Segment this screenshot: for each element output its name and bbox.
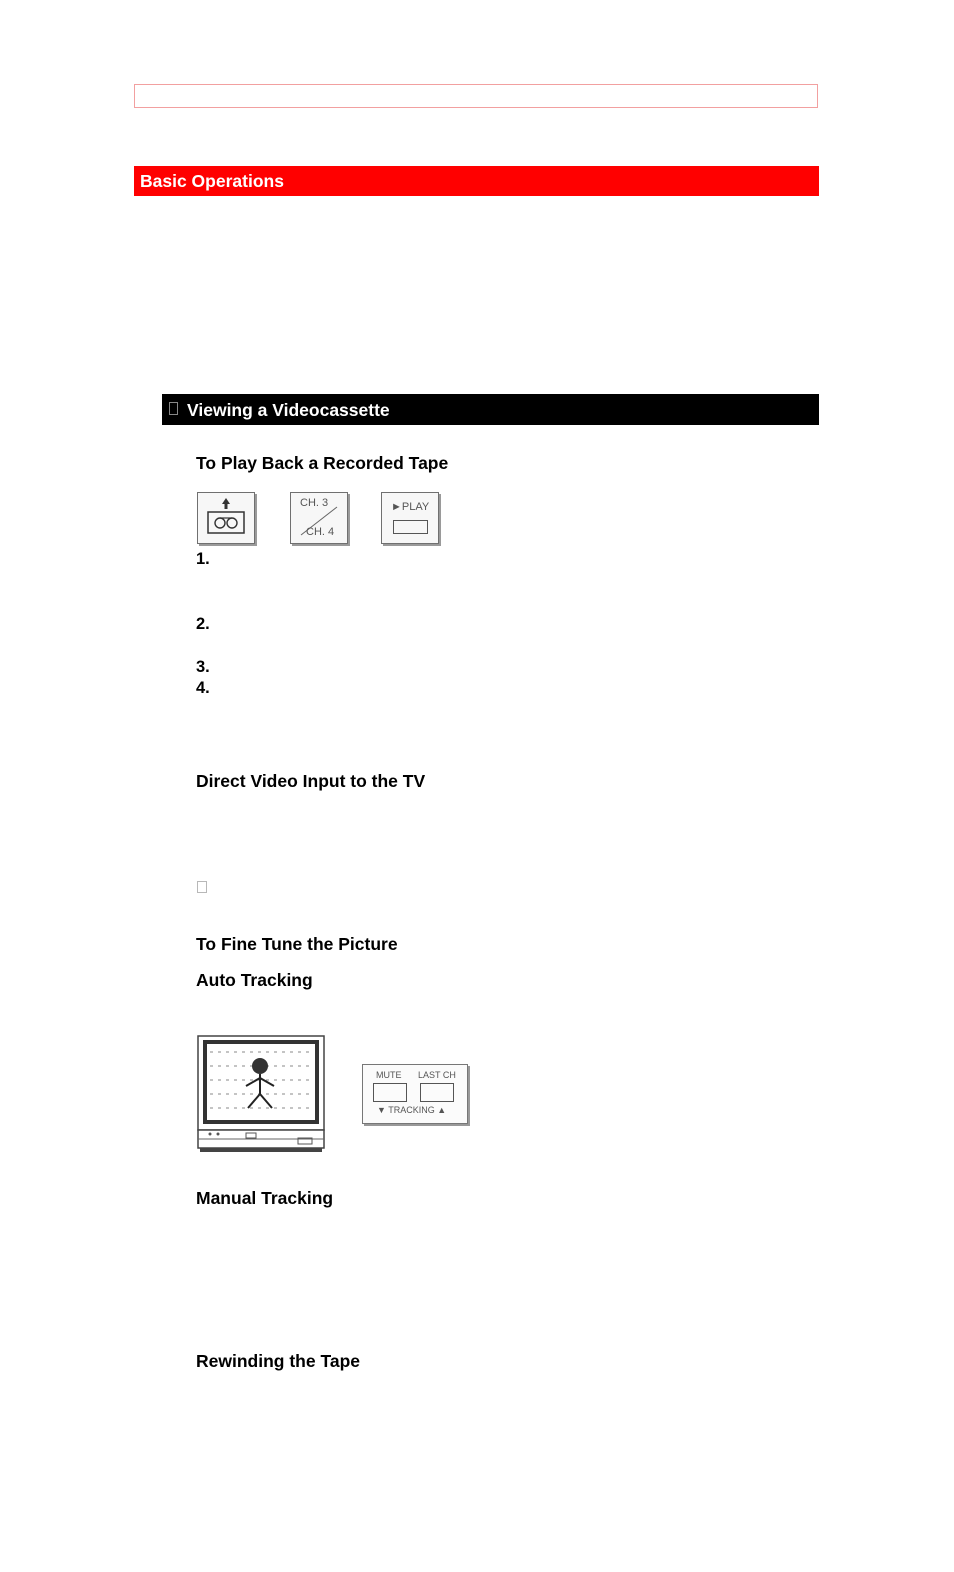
note-icon (197, 881, 207, 893)
subsection-banner (162, 394, 819, 425)
manual-tracking-heading: Manual Tracking (196, 1188, 334, 1208)
channel-top-label: CH. 3 (300, 497, 329, 509)
cassette-eject-icon (198, 493, 254, 543)
rewinding-heading: Rewinding the Tape (196, 1351, 360, 1371)
section-banner (134, 166, 819, 196)
bullet-icon (169, 402, 178, 415)
step-3: 3. (196, 658, 210, 676)
header-frame (134, 84, 818, 108)
section-title: Basic Operations (140, 171, 284, 191)
mute-label: MUTE (376, 1070, 402, 1080)
tracking-label: ▼ TRACKING ▲ (377, 1105, 447, 1115)
play-button-figure (381, 492, 439, 544)
eject-button-figure (197, 492, 255, 544)
channel-switch-figure (290, 492, 348, 544)
auto-tracking-heading: Auto Tracking (196, 970, 313, 990)
play-label: ►PLAY (391, 501, 430, 513)
step-1: 1. (196, 550, 210, 568)
tracking-buttons-figure (362, 1064, 468, 1124)
play-key-icon (393, 520, 428, 534)
step-2: 2. (196, 615, 210, 633)
fine-tune-heading: To Fine Tune the Picture (196, 934, 398, 954)
subsection-title: Viewing a Videocassette (187, 400, 390, 420)
last-ch-key-icon (420, 1083, 454, 1102)
channel-bottom-label: CH. 4 (306, 526, 335, 538)
last-ch-label: LAST CH (418, 1070, 456, 1080)
play-back-heading: To Play Back a Recorded Tape (196, 453, 449, 473)
tv-illustration (196, 1034, 330, 1154)
mute-key-icon (373, 1083, 407, 1102)
direct-input-heading: Direct Video Input to the TV (196, 771, 426, 791)
step-4: 4. (196, 679, 210, 697)
